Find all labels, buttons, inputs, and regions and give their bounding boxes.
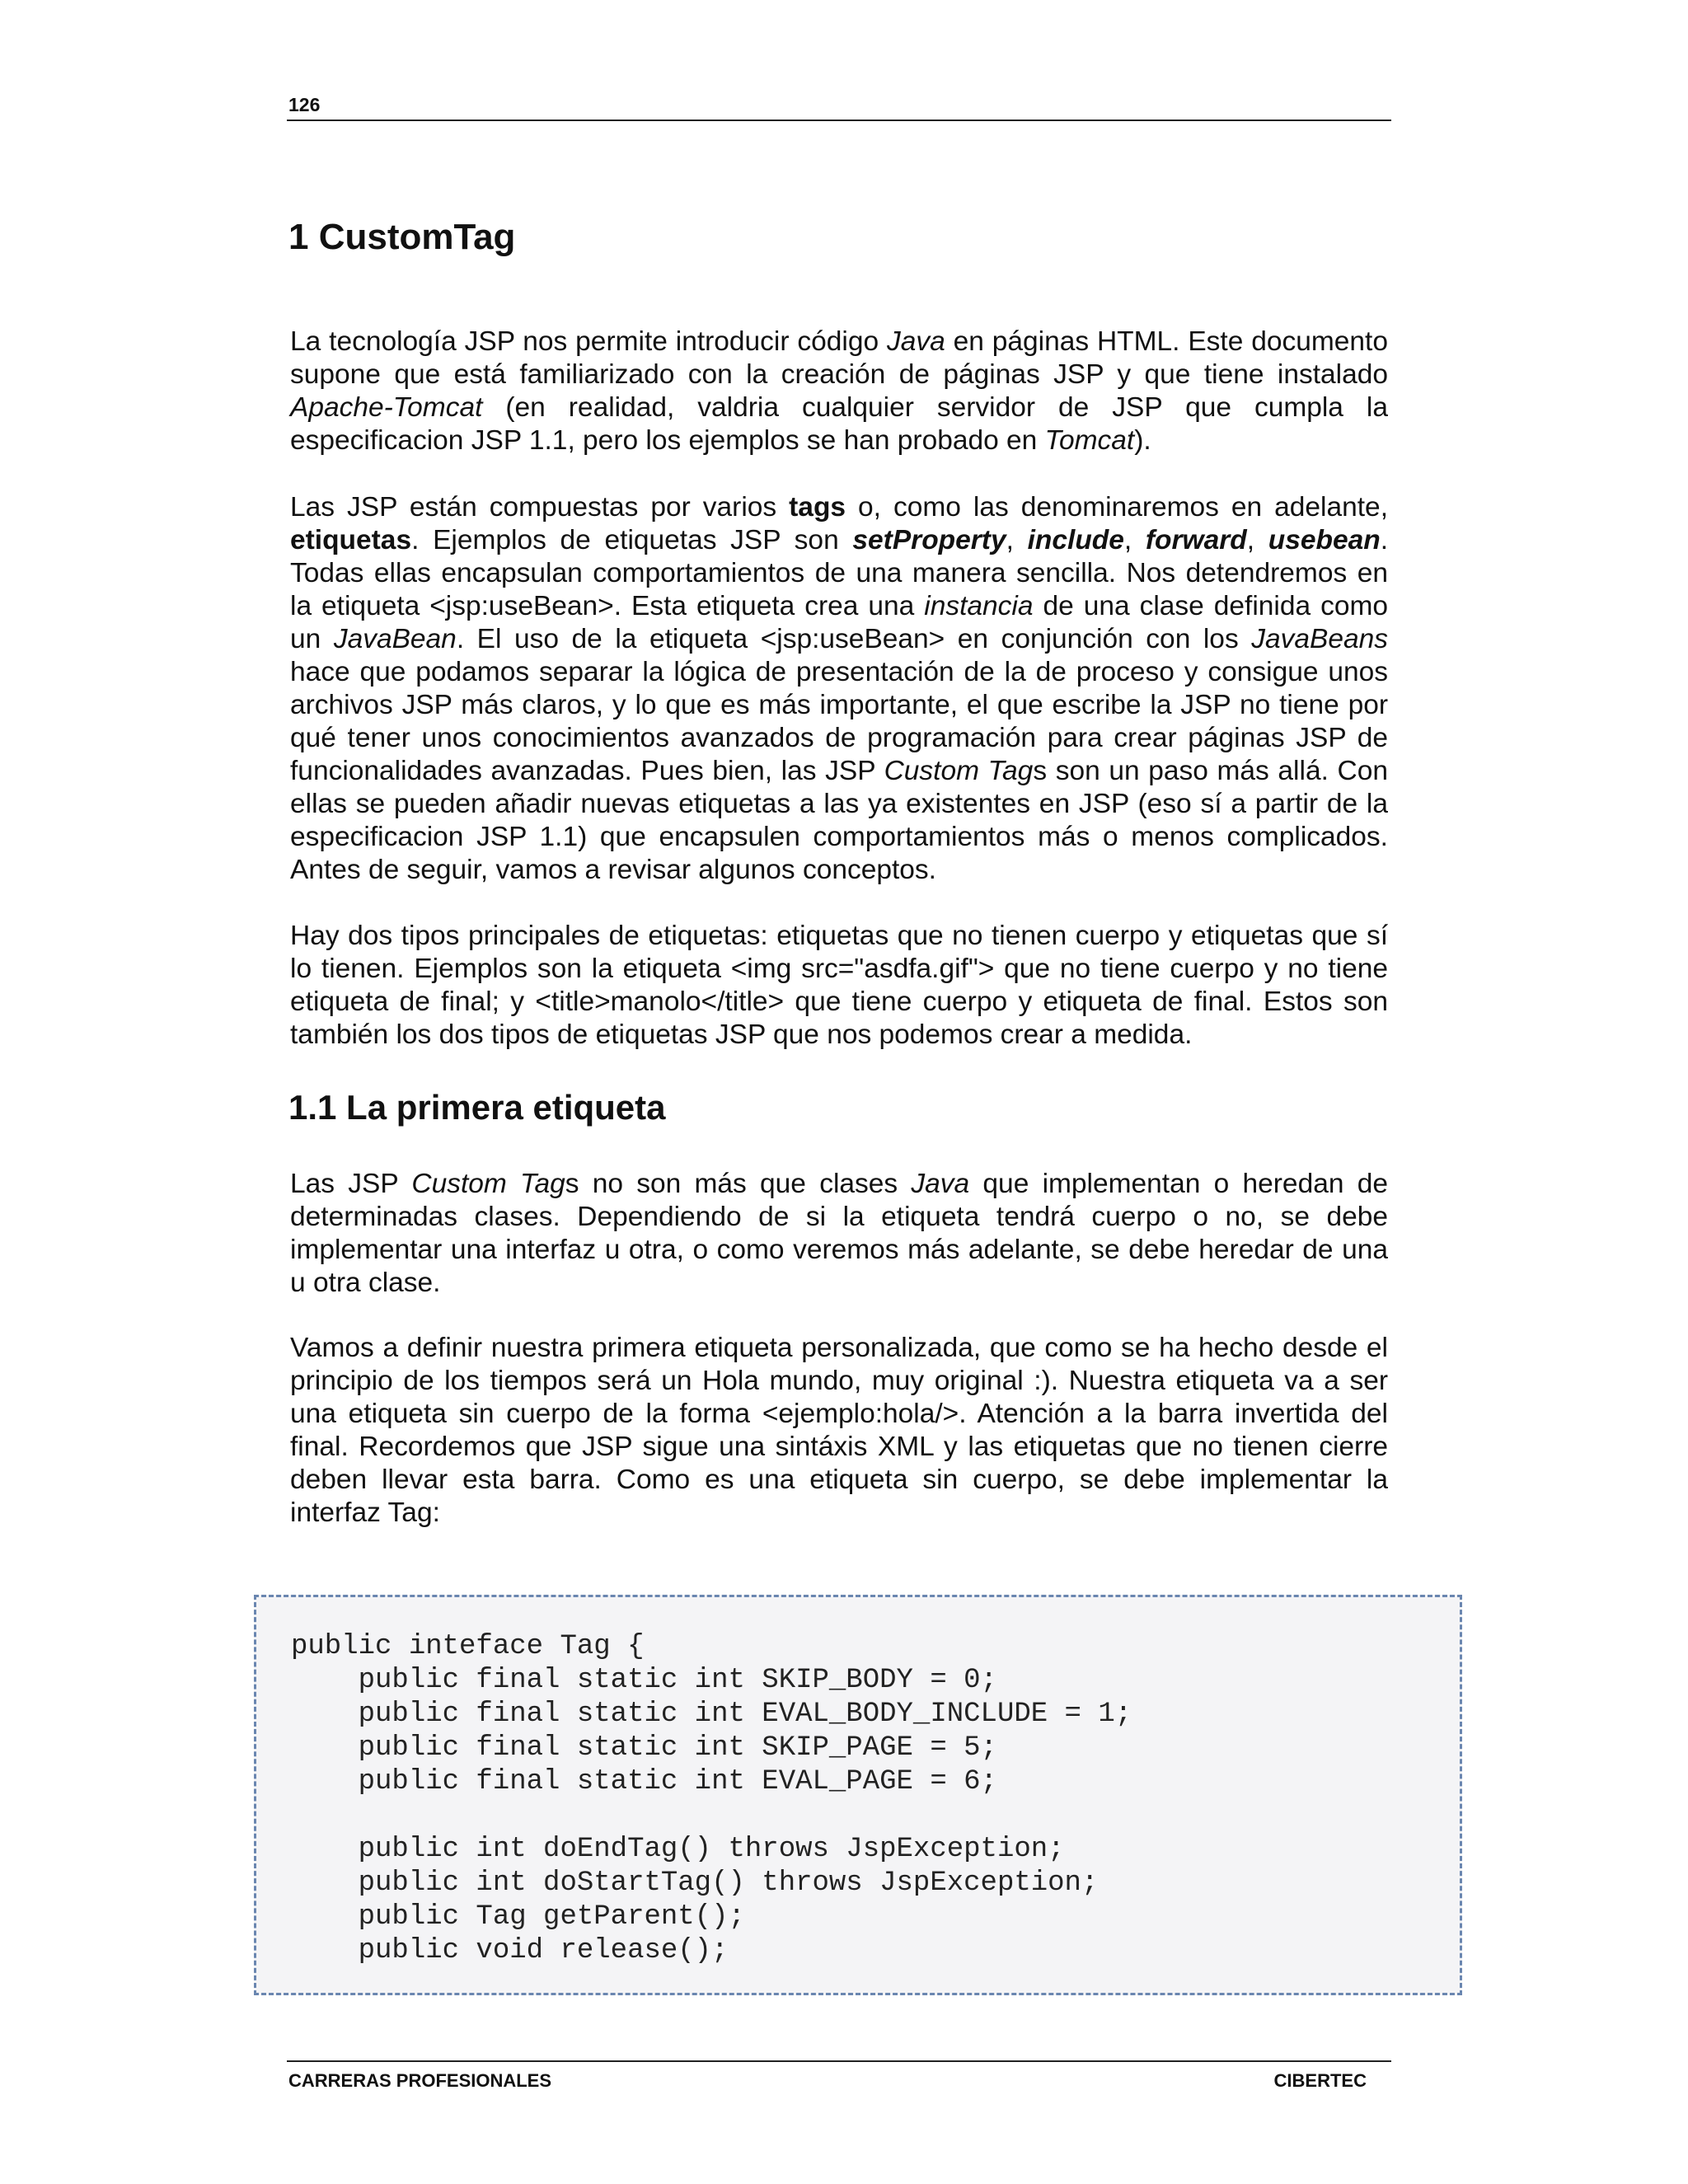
term-javabean: JavaBean <box>333 624 457 654</box>
header-divider <box>287 120 1391 121</box>
text-run: . El uso de la etiqueta <jsp:useBean> en conjunción con los <box>456 624 1252 654</box>
term-etiquetas: etiquetas <box>290 525 412 555</box>
text-run: ). <box>1134 425 1151 456</box>
term-setproperty: setProperty <box>852 525 1006 555</box>
term-java: Java <box>911 1169 970 1199</box>
term-include: include <box>1027 525 1124 555</box>
text-run: , <box>1006 525 1028 555</box>
section-title: 1 CustomTag <box>288 217 516 257</box>
text-run: . Todas ellas encapsulan comportamientos de una manera sencilla. Nos detendremos en la etiqueta <jsp:useBean>. Esta etiqueta crea una <box>290 525 1389 621</box>
footer-right-label: CIBERTEC <box>1273 2070 1367 2091</box>
text-run: (en realidad, valdria cualquier servidor de JSP que cumpla la especificacion JSP 1.1, pero los ejemplos se han probado en <box>290 392 1388 456</box>
term-tomcat: Tomcat <box>1044 425 1135 456</box>
text-run: en páginas HTML. Este documento supone que está familiarizado con la creación de páginas JSP y que tiene instalado <box>290 326 1388 390</box>
text-run: . Ejemplos de etiquetas JSP son <box>411 525 853 555</box>
text-run: que implementan o heredan de determinadas clases. Dependiendo de si la etiqueta tendrá cuerpo o no, se debe implementar una interfaz u otra, o como veremos más adelante, se debe heredar de una u otra clase. <box>290 1169 1388 1298</box>
text-run: , <box>1246 525 1268 555</box>
page-number: 126 <box>288 94 321 115</box>
text-run: s son un paso más allá. Con ellas se pueden añadir nuevas etiquetas a las ya existentes en JSP (eso sí a partir de la especificacion JSP 1.1) que encapsulen comportamientos más o menos complicados. Antes de seguir, vamos a revisar algunos conceptos. <box>290 756 1388 885</box>
code-listing-box <box>254 1595 1462 1995</box>
term-instancia: instancia <box>924 591 1034 621</box>
footer-divider <box>287 2060 1391 2062</box>
term-java: Java <box>886 326 945 357</box>
term-usebean: usebean <box>1268 525 1381 555</box>
paragraph-intro <box>290 326 1388 457</box>
paragraph-tag-types: Hay dos tipos principales de etiquetas: etiquetas que no tienen cuerpo y etiquetas que sí lo tienen. Ejemplos son la etiqueta <img src="asdfa.gif"> que no tiene cuerpo y no tiene etiqueta de final; y <title>manolo</title> que tiene cuerpo y etiqueta de final. Estos son también los dos tipos de etiquetas JSP que nos podemos crear a medida. <box>290 921 1388 1050</box>
paragraph-custom-tags <box>290 1168 1388 1300</box>
text-run: , <box>1123 525 1146 555</box>
paragraph-first-tag: Vamos a definir nuestra primera etiqueta personalizada, que como se ha hecho desde el principio de los tiempos será un Hola mundo, muy original :). Nuestra etiqueta va a ser una etiqueta sin cuerpo de la forma <ejemplo:hola/>. Atención a la barra invertida del final. Recordemos que JSP sigue una sintáxis XML y las etiquetas que no tienen cierre deben llevar esta barra. Como es una etiqueta sin cuerpo, se debe implementar la interfaz Tag: <box>290 1333 1388 1528</box>
term-forward: forward <box>1145 525 1247 555</box>
text-run: s no son más que clases <box>565 1169 912 1199</box>
term-javabeans: JavaBeans <box>1251 624 1388 654</box>
text-run: hace que podamos separar la lógica de presentación de la de proceso y consigue unos archivos JSP más claros, y lo que es más importante, el que escribe la JSP no tiene por qué tener unos conocimientos avanzados de programación para crear páginas JSP de funcionalidades avanzadas. Pues bien, las JSP <box>290 657 1388 786</box>
paragraph-tags <box>290 491 1388 887</box>
term-tags: tags <box>789 492 846 523</box>
text-run: Las JSP están compuestas por varios <box>290 492 790 523</box>
text-run: de una clase definida como un <box>290 591 1389 654</box>
code-listing: public inteface Tag { public final static int SKIP_BODY = 0; public final static int EVAL_BODY_INCLUDE = 1; public final static int SKIP_PAGE = 5; public final static int EVAL_PAGE = 6; public int doEndTag() throws JspException; public int doStartTag() throws JspException; public Tag getParent(); public void release(); <box>291 1631 1132 1966</box>
term-apache-tomcat: Apache-Tomcat <box>290 392 483 423</box>
subsection-title: 1.1 La primera etiqueta <box>288 1088 666 1127</box>
text-run: La tecnología JSP nos permite introducir código <box>290 326 887 357</box>
footer-left-label: CARRERAS PROFESIONALES <box>288 2070 552 2091</box>
text-run: Las JSP <box>290 1169 412 1199</box>
text-run: o, como las denominaremos en adelante, <box>846 492 1388 523</box>
term-custom-tag: Custom Tag <box>884 756 1034 786</box>
term-custom-tag: Custom Tag <box>411 1169 565 1199</box>
